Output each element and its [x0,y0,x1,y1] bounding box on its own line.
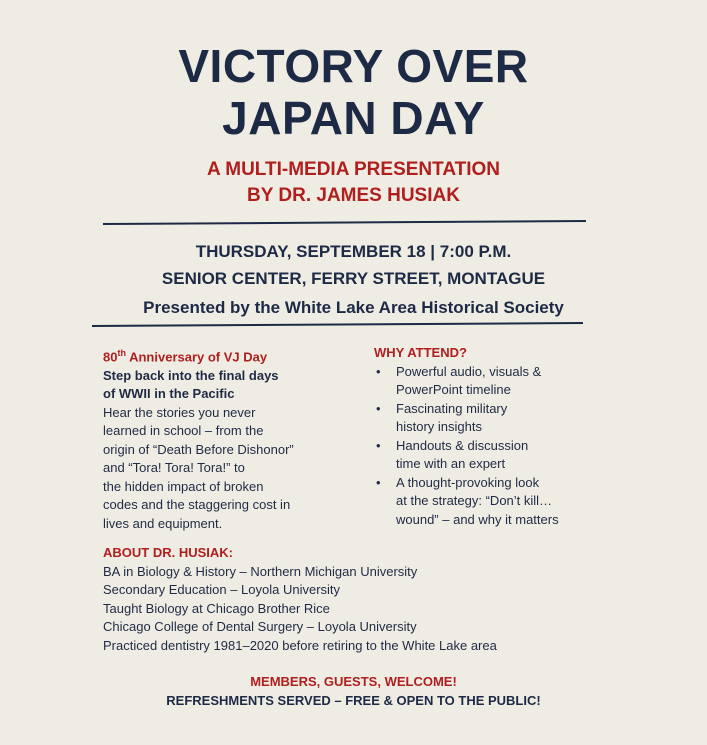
anniversary-number: 80 [103,349,118,365]
list-item [376,363,604,400]
about-line: BA in Biology & History – Northern Michigan University [103,563,418,579]
body-line: lives and equipment. [103,515,223,531]
item-line: Powerful audio, visuals & [396,363,542,379]
about-section [103,544,623,655]
about-line: Secondary Education – Loyola University [103,582,341,597]
list-item [376,400,604,437]
item-line: PowerPoint timeline [396,382,511,397]
title-line-2: JAPAN DAY [222,92,485,144]
flyer-title [0,40,707,144]
subtitle-line-2: BY DR. JAMES HUSIAK [247,185,460,206]
item-line: time with an expert [396,456,506,471]
lead-line: of WWII in the Pacific [103,386,235,402]
event-location: SENIOR CENTER, FERRY STREET, MONTAGUE [161,269,546,288]
welcome-line: MEMBERS, GUESTS, WELCOME! [250,674,457,689]
list-item [376,437,604,474]
left-column [103,344,353,533]
item-line: at the strategy: “Don’t kill… [396,493,553,508]
bottom-divider [92,322,583,327]
right-column [374,344,604,529]
body-line: origin of “Death Before Dishonor” [103,441,294,457]
flyer-subtitle [0,157,707,209]
refreshments-line: REFRESHMENTS SERVED – FREE & OPEN TO THE PUBLIC! [166,693,541,708]
item-line: Handouts & discussion [396,437,529,453]
event-details [0,238,707,292]
about-heading: ABOUT DR. HUSIAK: [103,545,233,560]
body-line: and “Tora! Tora! Tora!” to [103,460,245,476]
item-line: A thought-provoking look [396,474,540,490]
bullet-icon: • [376,400,381,416]
subtitle-line-1: A MULTI-MEDIA PRESENTATION [206,159,501,180]
about-line: Taught Biology at Chicago Brother Rice [103,600,330,616]
about-line: Chicago College of Dental Surgery – Loyola University [103,619,417,634]
bullet-icon: • [376,363,381,379]
bullet-icon: • [376,474,381,490]
body-line: Hear the stories you never [103,404,256,420]
why-attend-heading: WHY ATTEND? [374,345,467,360]
event-date-time: THURSDAY, SEPTEMBER 18 | 7:00 P.M. [195,242,512,261]
top-divider [103,220,586,225]
presented-by: Presented by the White Lake Area Historical Society [143,298,564,317]
anniversary-ordinal: th [117,348,126,358]
anniversary-text: Anniversary of VJ Day [125,349,268,365]
bullet-icon: • [376,437,381,453]
lead-line: Step back into the final days [103,367,279,383]
anniversary-heading [103,344,353,367]
why-attend-list [374,363,604,530]
about-line: Practiced dentistry 1981–2020 before retiring to the White Lake area [103,637,497,653]
item-line: wound” – and why it matters [396,511,559,527]
body-line: the hidden impact of broken [103,478,264,494]
title-line-1: VICTORY OVER [178,40,529,92]
body-line: codes and the staggering cost in [103,497,291,513]
item-line: history insights [396,419,482,434]
body-line: learned in school – from the [103,423,264,439]
list-item [376,474,604,530]
item-line: Fascinating military [396,400,508,416]
